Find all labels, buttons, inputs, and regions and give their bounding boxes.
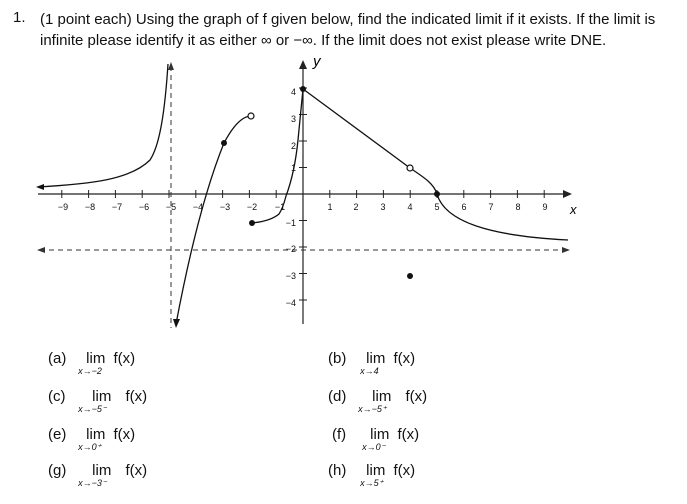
function-text: f(x) [393, 350, 416, 367]
x-tick-label: −8 [84, 202, 96, 212]
x-axis-arrow [563, 190, 572, 198]
asymptote-arrow-left [37, 247, 45, 253]
x-tick-label: 7 [488, 202, 494, 212]
part-label: (g) [48, 462, 67, 479]
part-g [48, 462, 148, 488]
part-c [48, 388, 148, 414]
lim-text: lim [86, 426, 106, 443]
part-label: (c) [48, 388, 66, 405]
part-b [328, 350, 416, 376]
part-a [48, 350, 136, 376]
left-branch-arrow-left [36, 184, 44, 190]
y-tick-label: −3 [285, 271, 296, 281]
approach: x→−5⁻ [78, 404, 107, 414]
closed-point [221, 140, 227, 146]
function-text: f(x) [393, 462, 416, 479]
y-axis-label: y [313, 53, 321, 70]
y-tick-label: 3 [290, 114, 296, 124]
x-tick-label: −5 [165, 202, 177, 212]
question-number: 1. [13, 9, 26, 26]
approach: x→4 [360, 366, 379, 376]
open-point [248, 113, 254, 119]
x-tick-label: −9 [57, 202, 69, 212]
line-to-zero [410, 168, 437, 194]
x-tick-label: 1 [327, 202, 333, 212]
x-tick-label: 6 [461, 202, 467, 212]
question-text: (1 point each) Using the graph of f given below, find the indicated limit if it exists. If the limit is infinite please identify it as either ∞ or −∞. If the limit does not exist please write DNE. [40, 11, 656, 49]
y-tick-label: −4 [285, 298, 296, 308]
part-label: (d) [328, 388, 347, 405]
y-axis-arrow [299, 60, 307, 69]
x-tick-label: 2 [353, 202, 359, 212]
approach: x→−3⁻ [78, 478, 107, 488]
x-axis-label: x [570, 202, 577, 217]
y-tick-label: 2 [290, 141, 296, 151]
lim-text: lim [372, 388, 392, 405]
part-label: (f) [332, 426, 347, 443]
y-tick-label: −2 [285, 244, 296, 254]
x-tick-label: 4 [407, 202, 413, 212]
lim-text: lim [366, 350, 386, 367]
rising-branch-curve [176, 116, 250, 324]
function-text: f(x) [113, 426, 136, 443]
lim-text: lim [86, 350, 106, 367]
x-tick-label: 8 [515, 202, 521, 212]
part-label: (a) [48, 350, 67, 367]
x-tick-label: −7 [111, 202, 123, 212]
asymptote-arrow-top [168, 62, 174, 70]
y-tick-label: −1 [285, 218, 296, 228]
y-tick-label: 4 [290, 87, 296, 97]
function-text: f(x) [125, 388, 148, 405]
lim-text: lim [370, 426, 390, 443]
approach: x→0⁻ [362, 442, 386, 452]
right-branch-curve [437, 194, 568, 240]
part-label: (b) [328, 350, 347, 367]
closed-point [434, 191, 440, 197]
function-text: f(x) [125, 462, 148, 479]
lim-text: lim [92, 388, 112, 405]
part-label: (h) [328, 462, 347, 479]
part-h [328, 462, 416, 488]
part-e [48, 426, 136, 452]
lim-text: lim [92, 462, 112, 479]
left-branch-curve [38, 64, 168, 187]
y-tick-label: 1 [290, 163, 296, 173]
x-tick-label: −6 [138, 202, 150, 212]
function-text: f(x) [113, 350, 136, 367]
x-tick-label: −3 [219, 202, 231, 212]
x-tick-label: 3 [380, 202, 386, 212]
function-text: f(x) [405, 388, 428, 405]
approach: x→5⁺ [360, 478, 384, 488]
approach: x→0⁺ [78, 442, 102, 452]
part-f [332, 426, 420, 452]
approach: x→−5⁺ [358, 404, 387, 414]
part-d [328, 388, 428, 414]
function-text: f(x) [397, 426, 420, 443]
isolated-point [407, 273, 413, 279]
x-tick-label: 5 [434, 202, 440, 212]
approach: x→−2 [78, 366, 102, 376]
rising-branch-arrow [173, 319, 180, 328]
lim-text: lim [366, 462, 386, 479]
x-tick-label: −1 [274, 202, 286, 212]
closed-point [300, 86, 306, 92]
x-tick-label: 9 [542, 202, 548, 212]
closed-point [249, 220, 255, 226]
x-tick-label: −4 [192, 202, 204, 212]
asymptote-arrow-right [562, 247, 570, 253]
x-tick-label: −2 [246, 202, 258, 212]
decreasing-line [303, 89, 410, 168]
part-label: (e) [48, 426, 67, 443]
open-point [407, 165, 413, 171]
